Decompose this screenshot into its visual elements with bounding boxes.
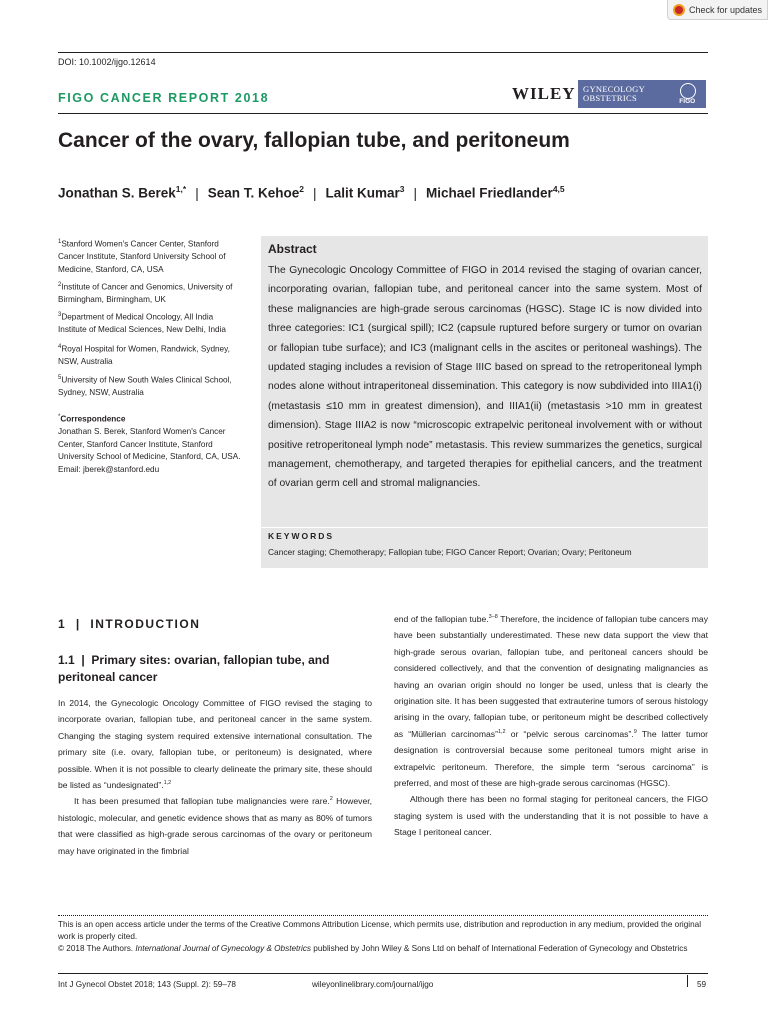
correspondence-address: Jonathan S. Berek, Stanford Women's Cancer Center, Stanford Cancer Institute, Stanford University School of Medicine, Stanford, CA, USA. <box>58 427 241 462</box>
keywords-divider <box>261 527 708 528</box>
author-affiliation-ref: 1,* <box>175 184 187 194</box>
citation-ref[interactable]: 1,2 <box>497 728 506 735</box>
correspondence <box>58 411 244 476</box>
article-title: Cancer of the ovary, fallopian tube, and peritoneum <box>58 129 570 152</box>
journal-logo-line1: GYNECOLOGY <box>583 84 646 94</box>
affiliation: $^4$Royal Hospital for Women, Randwick, Sydney, NSW, Australia <box>58 344 230 367</box>
paragraph: In 2014, the Gynecologic Oncology Committee of FIGO revised the staging to incorporate ovarian, fallopian tube, and peritoneal cancer in the same system. Changing the staging system required extensive international consultation. The primary site (i.e. ovary, fallopian tube, or peritoneum) is designated, where possible. When it is not possible to clearly delineate the primary site, these should be listed as “undesignated”.$^{1,2}$ <box>58 698 372 791</box>
author-name[interactable]: Michael Friedlander <box>426 185 553 201</box>
author-separator: | <box>312 185 317 201</box>
footer-rule <box>58 973 708 974</box>
author-affiliation-ref: 3 <box>399 184 405 194</box>
copyright-line: © 2018 The Authors. International Journal of Gynecology & Obstetrics published by John Wiley & Sons Ltd on behalf of International Federation of Gynecology and Obstetrics <box>58 943 688 953</box>
journal-logo-line2: OBSTETRICS <box>583 93 638 103</box>
affiliation: $^1$Stanford Women's Cancer Center, Stanford Cancer Institute, Stanford University School of Medicine, Stanford, CA, USA <box>58 239 226 274</box>
paragraph: end of the fallopian tube.$^{3-8}$ Therefore, the incidence of fallopian tube cancers may have been substantially underestimated. These new data support the view that high-grade serous ovarian, fallopian tube, and peritoneal cancers should be considered collectively, and that the convention of designating malignancies as having an ovarian origin should no longer be used, unless that is clearly the origination site. It has been suggested that extrauterine tumors of serous histology arising in the ovary, fallopian tube, or peritoneum might be described collectively as “Müllerian carcinomas”$^{1,2}$ or “pelvic serous carcinomas”.$^9$ The latter tumor designation is controversial because some peritoneal tumors might arise in extrapelvic peritoneum. Therefore, the simple term “serous carcinoma” is preferred, and most of these are high-grade serous carcinomas (HGSC). <box>394 614 708 789</box>
publisher-logo: WILEY <box>512 84 576 103</box>
section-heading: 1 | INTRODUCTION <box>58 617 201 631</box>
keywords-list: Cancer staging; Chemotherapy; Fallopian tube; FIGO Cancer Report; Ovarian; Ovary; Peritoneum <box>268 547 632 557</box>
abstract-heading: Abstract <box>268 242 317 256</box>
series-label: FIGO CANCER REPORT 2018 <box>58 91 270 105</box>
author-name[interactable]: Sean T. Kehoe <box>207 185 300 201</box>
citation-ref[interactable]: 3–8 <box>488 614 498 621</box>
subsection-heading: 1.1 | Primary sites: ovarian, fallopian tube, and peritoneal cancer <box>58 653 330 684</box>
keywords-heading: KEYWORDS <box>268 531 335 541</box>
journal-citation: Int J Gynecol Obstet 2018; 143 (Suppl. 2): 59–78 <box>58 980 236 989</box>
figo-logo <box>670 80 706 108</box>
affiliation: $^2$Institute of Cancer and Genomics, University of Birmingham, Birmingham, UK <box>58 282 233 305</box>
journal-url[interactable]: wileyonlinelibrary.com/journal/ijgo <box>312 980 434 989</box>
correspondence-heading: *Correspondence <box>58 414 126 424</box>
body-column-right <box>394 611 708 841</box>
doi[interactable]: DOI: 10.1002/ijgo.12614 <box>58 57 156 67</box>
citation-ref[interactable]: 1,2 <box>163 780 172 787</box>
correspondence-email[interactable]: Email: jberek@stanford.edu <box>58 464 160 474</box>
crossmark-icon <box>673 4 685 16</box>
figo-emblem-icon <box>680 83 696 99</box>
author-list <box>58 184 565 201</box>
header-rule <box>58 113 708 114</box>
check-for-updates-button[interactable] <box>667 0 768 20</box>
paragraph: It has been presumed that fallopian tube malignancies were rare.$^2$ However, histologic, molecular, and genetic evidence shows that as many as 80% of tumors that were classified as high-grade serous carcinomas of the ovary or peritoneum may have originated in the fimbrial <box>58 796 372 856</box>
citation-ref[interactable]: 9 <box>633 728 637 735</box>
affiliation: $^3$Department of Medical Oncology, All India Institute of Medical Sciences, New Delhi, India <box>58 312 226 335</box>
page-number-divider <box>687 975 688 987</box>
author-name[interactable]: Jonathan S. Berek <box>58 185 176 201</box>
author-name[interactable]: Lalit Kumar <box>325 185 400 201</box>
citation-ref[interactable]: 2 <box>329 796 333 803</box>
license-line: This is an open access article under the terms of the Creative Commons Attribution License, which permits use, distribution and reproduction in any medium, provided the original work is properly cited. <box>58 920 702 941</box>
abstract-text: The Gynecologic Oncology Committee of FIGO in 2014 revised the staging of ovarian cancer, incorporating ovarian, fallopian tube, and peritoneal cancer into the same system. Most of these malignancies are high-grade serous carcinomas (HGSC). Stage IC is now divided into three categories: IC1 (surgical spill); IC2 (capsule ruptured before surgery or tumor on ovarian or fallopian tube surface); and IC3 (malignant cells in the ascites or peritoneal washings). The updated staging includes a revision of Stage IIIC based on spread to the retroperitoneal lymph nodes alone without intraperitoneal dissemination. This category is now subdivided into IIIA1(i) (metastasis ≤10 mm in greatest dimension), and IIIA1(ii) (metastasis >10 mm in greatest dimension). Stage IIIA2 is now “microscopic extrapelvic peritoneal involvement with or without positive retroperitoneal lymph node” metastasis. This review summarizes the genetics, surgical management, chemotherapy, and targeted therapies for epithelial cancers, and the treatment of ovarian germ cell and stromal malignancies. <box>268 265 702 490</box>
top-rule <box>58 52 708 53</box>
journal-logo <box>578 80 706 108</box>
paragraph: Although there has been no formal staging for peritoneal cancers, the FIGO staging system is used with the understanding that it is not possible to have a Stage I peritoneal cancer. <box>394 794 708 838</box>
figo-logo-label: FIGO <box>679 98 696 105</box>
check-for-updates-label: Check for updates <box>689 4 763 15</box>
author-affiliation-ref: 4,5 <box>552 184 565 194</box>
body-column-left <box>58 695 372 859</box>
license-notice <box>58 919 708 954</box>
footer-divider <box>58 915 708 916</box>
author-affiliation-ref: 2 <box>299 184 304 194</box>
page-number: 59 <box>697 980 707 989</box>
affiliation: $^5$University of New South Wales Clinical School, Sydney, NSW, Australia <box>58 375 232 398</box>
author-separator: | <box>195 185 199 201</box>
author-separator: | <box>413 185 418 201</box>
